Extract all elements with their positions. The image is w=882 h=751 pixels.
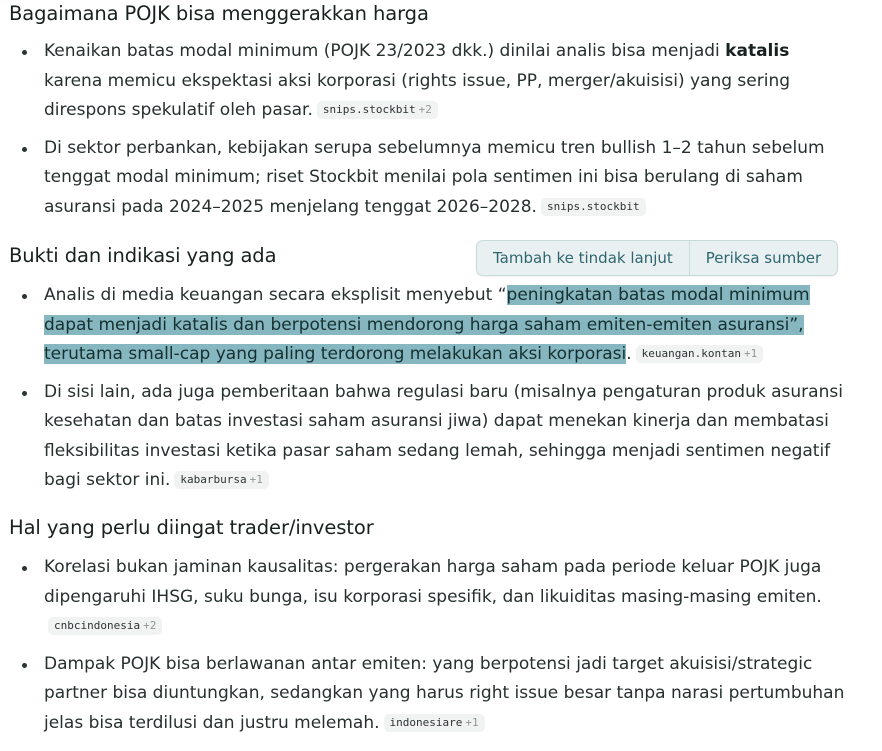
list-item — [0, 281, 860, 370]
list-item-text: Analis di media keuangan secara eksplisit menyebut “ — [44, 285, 507, 305]
section-heading-reminders: Hal yang perlu diingat trader/investor — [9, 516, 374, 539]
citation-more-count: +2 — [418, 103, 432, 116]
citation-source: snips.stockbit — [322, 103, 416, 116]
citation-chip[interactable] — [317, 101, 438, 119]
citation-chip[interactable] — [636, 345, 764, 363]
selection-popover — [476, 240, 838, 276]
citation-chip[interactable] — [384, 714, 485, 732]
list-item — [0, 134, 860, 223]
list-item-text: Korelasi bukan jaminan kausalitas: pergerakan harga saham pada periode keluar POJK juga dipengaruhi IHSG, suku bunga, isu korporasi spesifik, dan likuiditas masing-masing emiten. — [44, 557, 822, 607]
citation-more-count: +2 — [143, 619, 157, 632]
list-item-text: Di sisi lain, ada juga pemberitaan bahwa regulasi baru (misalnya pengaturan produk asuransi kesehatan dan batas investasi saham asuransi jiwa) dapat menekan kinerja dan membatasi fleksibilitas investasi ketika pasar saham sedang lemah, sehingga menjadi sentimen negatif bagi sektor ini. — [44, 381, 843, 490]
citation-source: cnbcindonesia — [54, 619, 141, 632]
list-item — [0, 553, 860, 642]
list-item — [0, 37, 860, 126]
list-item-text: Kenaikan batas modal minimum (POJK 23/2023 dkk.) dinilai analis bisa menjadi — [44, 41, 726, 61]
list-item — [0, 650, 860, 739]
section-heading-pojk-price: Bagaimana POJK bisa menggerakkan harga — [9, 2, 429, 25]
citation-source: snips.stockbit — [546, 199, 640, 213]
citation-more-count: +1 — [744, 347, 758, 360]
citation-chip[interactable] — [541, 198, 646, 216]
citation-source: kabarbursa — [180, 473, 247, 486]
citation-more-count: +1 — [249, 473, 263, 486]
section-heading-evidence: Bukti dan indikasi yang ada — [9, 244, 277, 267]
citation-chip[interactable] — [174, 471, 268, 489]
citation-more-count: +1 — [465, 715, 479, 729]
bullet-list-pojk-price — [0, 37, 860, 222]
highlighted-selection[interactable]: peningkatan batas modal minimum dapat menjadi katalis dan berpotensi mendorong harga saham emiten-emiten asuransi”, terutama small-cap yang paling terdorong melakukan aksi korporasi — [44, 285, 810, 364]
bullet-list-reminders — [0, 553, 860, 738]
list-item — [0, 378, 860, 496]
list-item-text: karena memicu ekspektasi aksi korporasi (rights issue, PP, merger/akuisisi) yang sering direspons spekulatif oleh pasar. — [44, 70, 791, 120]
list-item-text: . — [626, 344, 632, 364]
add-followup-button[interactable]: Tambah ke tindak lanjut — [477, 241, 689, 275]
citation-chip[interactable] — [48, 617, 162, 635]
check-source-button[interactable]: Periksa sumber — [690, 241, 837, 275]
list-item-text: Di sektor perbankan, kebijakan serupa sebelumnya memicu tren bullish 1–2 tahun sebelum tenggat modal minimum; riset Stockbit menilai pola sentimen ini bisa berulang di saham asuransi pada 2024–2025 menjelang tenggat 2026–2028. — [44, 137, 825, 217]
list-item-text: Dampak POJK bisa berlawanan antar emiten: yang berpotensi jadi target akuisisi/strategic partner bisa diuntungkan, sedangkan yang harus right issue besar tanpa narasi pertumbuhan jelas bisa terdilusi dan justru melemah. — [44, 653, 845, 733]
citation-source: keuangan.kontan — [641, 347, 741, 360]
citation-source: indonesiare — [389, 715, 463, 729]
bold-text: katalis — [725, 41, 790, 61]
bullet-list-evidence — [0, 281, 860, 496]
